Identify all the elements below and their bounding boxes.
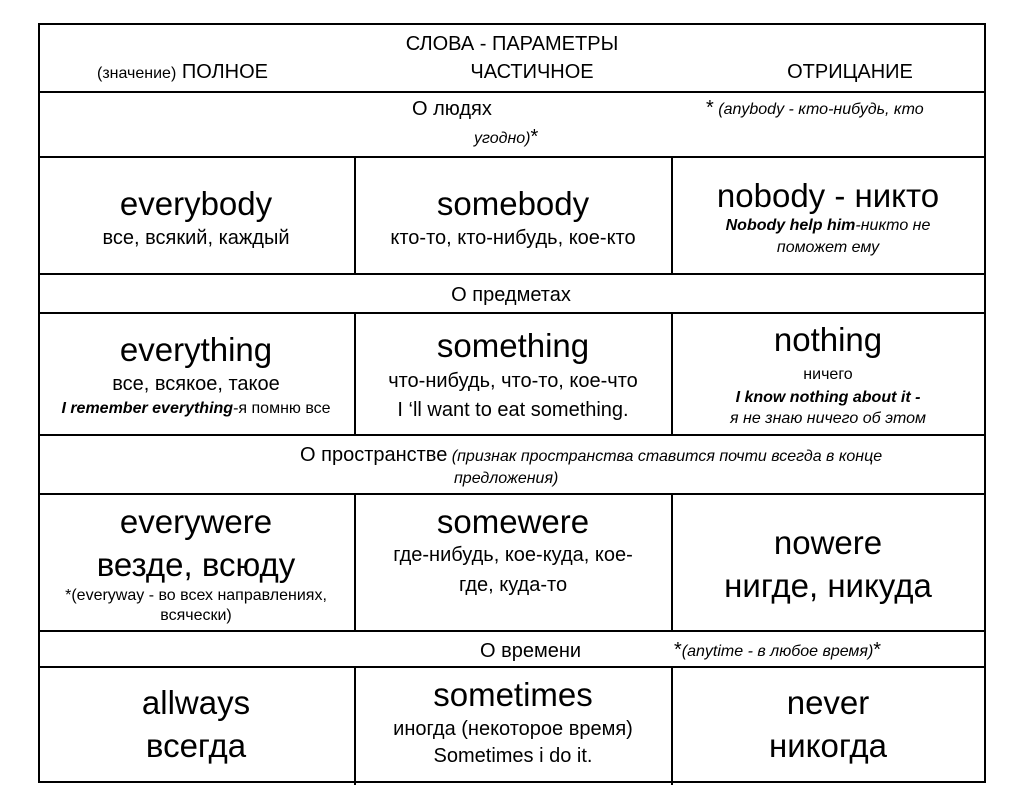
section-people-note-text: (anybody - кто-нибудь, кто [718, 101, 924, 118]
asterisk: * [873, 639, 882, 661]
example-everything-bold: I remember everything [61, 400, 234, 417]
example-nothing-cont: я не знаю ничего об этом [730, 410, 926, 427]
word-everywere: everywere [119, 503, 273, 540]
word-never: never [786, 684, 870, 721]
divider [354, 156, 356, 273]
table-title: СЛОВА - ПАРАМЕТРЫ [405, 33, 619, 55]
word-sometimes: sometimes [433, 676, 593, 713]
translation-somewere-cont: где, куда-то [458, 574, 568, 596]
col-partial-header: ЧАСТИЧНОЕ [470, 61, 594, 83]
word-somebody: somebody [436, 185, 590, 222]
col-negative-header: ОТРИЦАНИЕ [787, 61, 913, 83]
col-full-header-label: ПОЛНОЕ [181, 61, 269, 83]
divider [40, 156, 984, 158]
section-people-note [706, 98, 924, 118]
section-people-note-cont [474, 127, 538, 147]
section-space [300, 445, 882, 465]
divider [671, 666, 673, 785]
translation-allways: всегда [145, 727, 247, 764]
section-people-title: О людях [412, 98, 492, 120]
divider [671, 156, 673, 273]
example-everything [61, 401, 330, 417]
divider [354, 493, 356, 630]
example-nothing: I know nothing about it - [735, 389, 921, 406]
translation-never: никогда [769, 727, 887, 764]
divider [671, 493, 673, 630]
divider [354, 312, 356, 434]
divider [671, 312, 673, 434]
example-nobody [726, 218, 931, 234]
section-time-note-text: (anytime - в любое время) [681, 643, 874, 660]
col-full-header [97, 62, 268, 82]
example-sometimes: Sometimes i do it. [433, 745, 593, 767]
divider [40, 312, 984, 314]
asterisk: * [674, 639, 682, 661]
divider [40, 666, 984, 668]
translation-nothing: ничего [803, 366, 853, 383]
note-everywere-cont: всячески) [160, 607, 232, 624]
translation-somebody: кто-то, кто-нибудь, кое-кто [390, 227, 636, 249]
divider [40, 630, 984, 632]
divider [354, 666, 356, 785]
example-everything-rest: -я помню все [233, 400, 331, 417]
asterisk: * [706, 97, 714, 119]
example-nobody-cont: поможет ему [776, 239, 880, 256]
asterisk: * [530, 126, 539, 148]
word-somewere: somewere [436, 503, 590, 540]
section-time-title: О времени [480, 640, 582, 662]
word-something: something [436, 327, 590, 364]
word-nothing: nothing [773, 321, 883, 358]
example-something: I ‘ll want to eat something. [397, 399, 629, 421]
word-allways: allways [141, 684, 251, 721]
word-everything: everything [119, 331, 273, 368]
translation-everything: все, всякое, такое [112, 373, 280, 395]
section-things-title: О предметах [451, 284, 571, 306]
section-space-note-cont: предложения) [454, 470, 559, 487]
translation-everybody: все, всякий, каждый [102, 227, 290, 249]
section-time-note [674, 640, 881, 660]
translation-somewere: где-нибудь, кое-куда, кое- [393, 544, 633, 566]
translation-nowere: нигде, никуда [724, 567, 932, 604]
note-everywere: *(everyway - во всех направлениях, [65, 587, 327, 604]
word-nobody: nobody - никто [716, 177, 940, 214]
example-nobody-bold: Nobody help him [725, 217, 856, 234]
word-everybody: everybody [119, 185, 273, 222]
divider [40, 91, 984, 93]
section-space-note: (признак пространства ставится почти всегда в конце [451, 448, 883, 465]
col-full-header-small: (значение) [97, 65, 177, 82]
example-nobody-rest: -никто не [855, 217, 931, 234]
section-space-title: О пространстве [300, 444, 448, 466]
divider [40, 273, 984, 275]
translation-sometimes: иногда (некоторое время) [393, 718, 633, 740]
divider [40, 493, 984, 495]
translation-everywere: везде, всюду [96, 546, 296, 583]
translation-something: что-нибудь, что-то, кое-что [388, 370, 638, 392]
divider [40, 434, 984, 436]
word-nowere: nowere [773, 524, 883, 561]
section-people-note-cont-text: угодно) [474, 130, 531, 147]
